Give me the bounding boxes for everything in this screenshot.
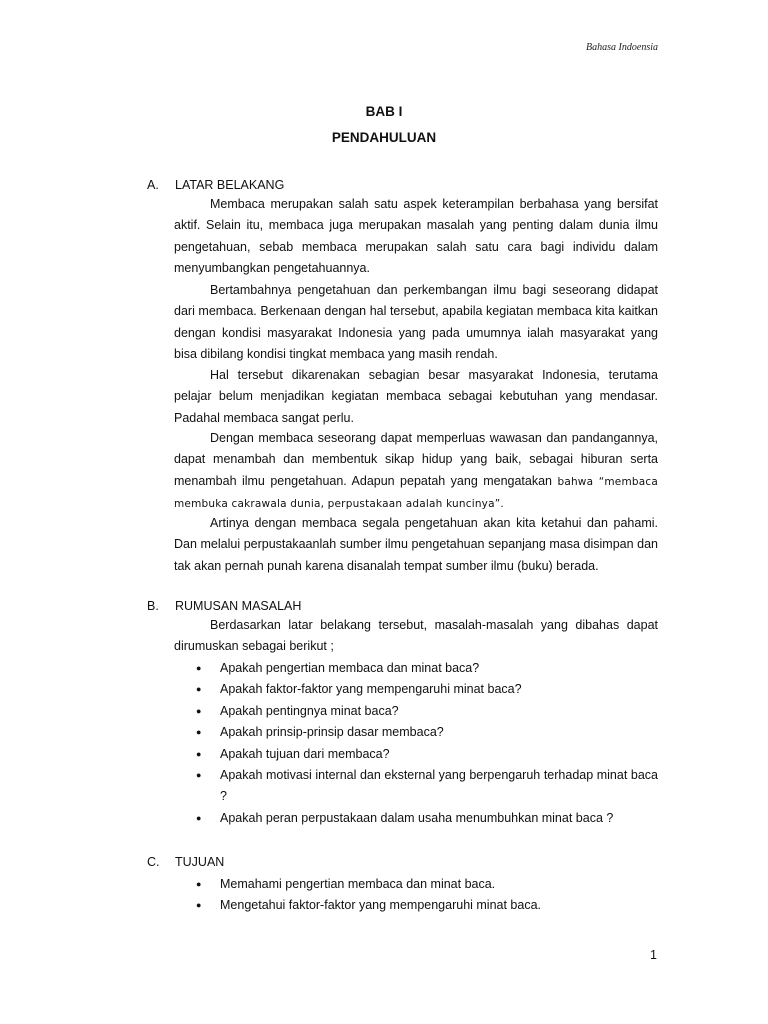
bullet-icon: ● [196,879,202,889]
list-item-text: Apakah pentingnya minat baca? [220,703,399,718]
list-item-text: Memahami pengertian membaca dan minat baca. [220,877,496,891]
list-item [174,765,658,808]
list-item-text: Apakah peran perpustakaan dalam usaha menumbuhkan minat baca ? [220,810,614,825]
bullet-icon: ● [196,770,202,781]
list-item [174,808,658,829]
list-item-text: Mengetahui faktor-faktor yang mempengaruhi minat baca. [220,898,542,913]
paragraph-4-quote: bahwa “membaca membuka cakrawala dunia, perpustakaan adalah kuncinya”. [174,475,658,511]
list-item [174,679,658,700]
section-b-intro: Berdasarkan latar belakang tersebut, masalah-masalah yang dibahas dapat dirumuskan sebagai berikut ; [174,618,658,654]
list-item [174,874,658,895]
list-item [174,658,658,679]
bullet-icon: ● [196,705,202,716]
bullet-icon: ● [196,900,202,911]
problem-list [174,658,658,829]
chapter-label: BAB I [365,104,403,119]
bullet-icon: ● [196,727,202,738]
list-item-text: Apakah tujuan dari membaca? [220,746,390,761]
section-c-letter: C. [147,855,160,869]
list-item-text: Apakah faktor-faktor yang mempengaruhi minat baca? [220,682,522,697]
list-item [174,895,658,916]
list-item-text: Apakah pengertian membaca dan minat baca? [220,661,480,675]
bullet-icon: ● [196,663,202,673]
bullet-icon: ● [196,684,202,695]
section-a-heading [147,176,284,194]
goal-list [174,874,658,917]
section-b-heading [147,597,301,615]
list-item-text: Apakah prinsip-prinsip dasar membaca? [220,725,444,740]
list-item [174,722,658,743]
paragraph-3: Hal tersebut dikarenakan sebagian besar masyarakat Indonesia, terutama pelajar belum menjadikan kegiatan membaca sebagai kebutuhan yang mendasar. Padahal membaca sangat perlu. [174,368,658,425]
page-number: 1 [650,948,657,962]
chapter-title: PENDAHULUAN [331,130,437,145]
bullet-icon: ● [196,748,202,759]
paragraph-1: Membaca merupakan salah satu aspek keterampilan berbahasa yang bersifat aktif. Selain itu, membaca juga merupakan masalah yang penting dalam dunia ilmu pengetahuan, sebab membaca merupakan salah satu cara bagi individu dalam menyumbangkan pengetahuannya. [174,197,658,276]
paragraph-4-text: Dengan membaca seseorang dapat memperluas wawasan dan pandangannya, dapat menambah dan membentuk sikap hidup yang baik, sebagai hiburan serta menambah ilmu pengetahuan. Adapun pepatah yang mengatakan [174,431,658,488]
section-a-letter: A. [147,178,159,192]
paragraph-4 [174,428,658,516]
bullet-icon: ● [196,812,202,823]
section-b-letter: B. [147,599,159,613]
paragraph-5: Artinya dengan membaca segala pengetahuan akan kita ketahui dan pahami. Dan melalui perpustakaanlah sumber ilmu pengetahuan sepanjang masa disimpan dan tak akan pernah punah karena disanalah tempat sumber ilmu (buku) berada. [174,516,658,573]
section-c-title: TUJUAN [175,855,225,869]
section-c-heading [147,853,224,871]
section-a-title: LATAR BELAKANG [175,178,285,192]
list-item-text: Apakah motivasi internal dan eksternal yang berpengaruh terhadap minat baca ? [220,768,658,804]
section-b-title: RUMUSAN MASALAH [175,599,302,613]
paragraph-2: Bertambahnya pengetahuan dan perkembangan ilmu bagi seseorang didapat dari membaca. Berkenaan dengan hal tersebut, apabila kegiatan membaca kita kaitkan dengan kondisi masyarakat Indonesia yang pada umumnya ialah masyarakat yang bisa dibilang kondisi tingkat membaca yang masih rendah. [174,283,658,362]
list-item [174,744,658,765]
list-item [174,701,658,722]
running-header: Bahasa Indoensia [586,42,658,53]
